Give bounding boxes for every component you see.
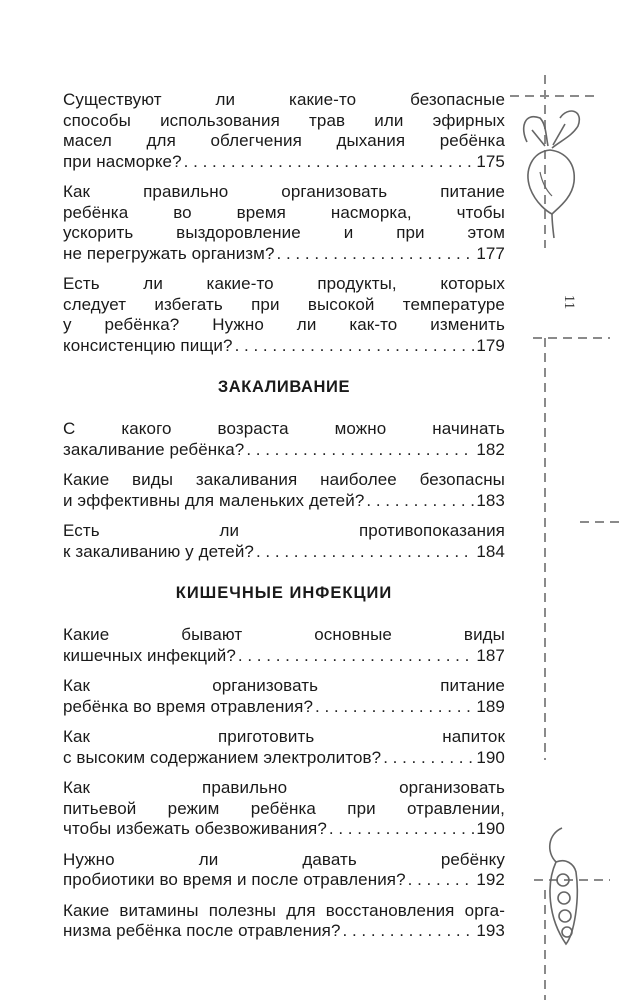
toc-entry[interactable] [63,90,505,172]
toc-page-number: 183 [476,490,505,510]
toc-entry-line: Как приготовить напиток [63,727,505,746]
section-title: КИШЕЧНЫЕ ИНФЕКЦИИ [175,584,393,602]
toc-entry[interactable] [63,419,505,460]
toc-entry-last-line [63,491,505,512]
toc-entry-last-line [63,542,505,563]
table-of-contents [63,90,505,952]
toc-page-number: 187 [476,645,505,665]
toc-entry-last-text: пробиотики во время и после отравления? [63,870,406,889]
toc-entry-line: Нужно ли давать ребёнку [63,849,505,869]
toc-entry-last-text: к закаливанию у детей? [63,541,254,561]
toc-entry-line: Существуют ли какие-то безопасные [63,90,505,109]
leader-dots [238,646,474,667]
toc-entry-last-line [63,646,505,667]
toc-entry-line: Как правильно организовать питание [63,182,505,201]
toc-entry[interactable] [63,470,505,511]
toc-entry-line: питьевой режим ребёнка при отравлении, [63,798,505,818]
leader-dots [315,697,474,718]
toc-entry[interactable] [63,778,505,840]
toc-entry-last-text: не перегружать организм? [63,243,275,263]
toc-entry-last-line [63,152,505,173]
toc-entry[interactable] [63,901,505,942]
leader-dots [343,921,475,942]
leader-dots [256,542,474,563]
toc-entry-line: масел для облегчения дыхания ребёнка [63,131,505,150]
leader-dots [184,152,475,173]
toc-entry-last-line [63,870,505,891]
leader-dots [235,336,475,357]
leader-dots [329,819,474,840]
toc-entry-last-line [63,440,505,461]
toc-entry-last-line [63,697,505,718]
toc-entry-line: ускорить выздоровление и при этом [63,223,505,242]
toc-entry-last-text: закаливание ребёнка? [63,439,245,459]
toc-entry-line: способы использования трав или эфирных [63,110,505,130]
leader-dots [366,491,474,512]
toc-entry-last-text: низма ребёнка после отравления? [63,921,341,940]
toc-entry[interactable] [63,182,505,264]
leader-dots [246,440,474,461]
toc-entry[interactable] [63,727,505,768]
toc-page-number: 182 [476,439,505,459]
radish-icon [524,111,580,238]
toc-entry[interactable] [63,521,505,562]
toc-page-number: 189 [476,696,505,716]
section-title: ЗАКАЛИВАНИЕ [217,378,351,396]
toc-entry-last-text: чтобы избежать обезвоживания? [63,819,327,838]
toc-page-number: 190 [476,747,505,767]
toc-page-number: 184 [476,541,505,561]
toc-page-number: 177 [476,243,505,263]
toc-entry-last-line [63,819,505,840]
toc-entry-line: Как организовать питание [63,676,505,695]
toc-entry-line: С какого возраста можно начинать [63,419,505,438]
toc-entry[interactable] [63,625,505,666]
leader-dots [408,870,475,891]
leader-dots [277,244,475,265]
toc-entry-last-text: ребёнка во время отравления? [63,696,313,716]
toc-entry-line: Какие витамины полезны для восстановления орга- [63,900,505,920]
page-number: 11 [561,294,577,310]
toc-entry-line: Есть ли какие-то продукты, которых [63,274,505,293]
toc-entry[interactable] [63,850,505,891]
toc-entry-line: Есть ли противопоказания [63,521,505,540]
toc-entry-line: Какие виды закаливания наиболее безопасны [63,470,505,489]
toc-page-number: 192 [476,870,505,889]
pea-pod-icon [550,828,578,944]
toc-entry-line: следует избегать при высокой температуре [63,294,505,314]
toc-entry-last-text: с высоким содержанием электролитов? [63,747,382,767]
toc-page-number: 190 [476,819,505,838]
toc-entry-last-text: при насморке? [63,151,182,171]
toc-entry-last-text: и эффективны для маленьких детей? [63,490,365,510]
toc-entry-last-text: кишечных инфекций? [63,645,236,665]
toc-entry-last-line [63,748,505,769]
leader-dots [383,748,474,769]
toc-page-number: 179 [476,335,505,355]
toc-entry-last-line [63,921,505,942]
toc-entry-last-text: консистенцию пищи? [63,335,233,355]
toc-page-number: 193 [476,921,505,940]
toc-entry[interactable] [63,676,505,717]
toc-entry-line: у ребёнка? Нужно ли как-то изменить [63,315,505,334]
toc-page-number: 175 [476,151,505,171]
toc-entry-last-line [63,336,505,357]
toc-entry[interactable] [63,274,505,356]
toc-entry-line: ребёнка во время насморка, чтобы [63,202,505,222]
toc-entry-last-line [63,244,505,265]
toc-entry-line: Какие бывают основные виды [63,625,505,644]
toc-entry-line: Как правильно организовать [63,778,505,797]
